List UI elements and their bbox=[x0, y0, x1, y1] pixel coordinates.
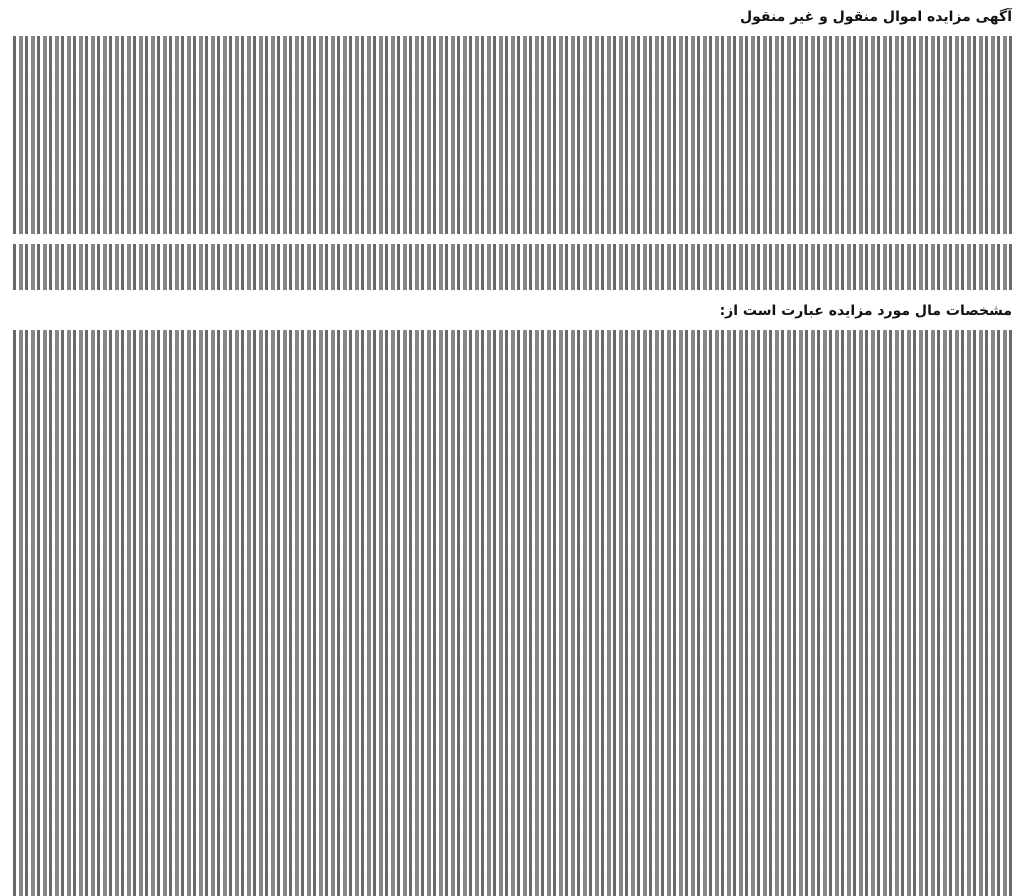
notice-title: آگهی مزایده اموال منقول و غیر منقول bbox=[739, 9, 1012, 25]
paragraph-intro-text bbox=[12, 36, 1012, 234]
paragraph-participation bbox=[12, 244, 1012, 290]
paragraph-specifications-text bbox=[12, 330, 1012, 896]
paragraph-participation-text bbox=[12, 244, 1012, 290]
paragraph-intro bbox=[12, 36, 1012, 234]
paragraph-specifications bbox=[12, 330, 1012, 896]
section-heading: مشخصات مال مورد مزایده عبارت است از: bbox=[719, 303, 1012, 319]
